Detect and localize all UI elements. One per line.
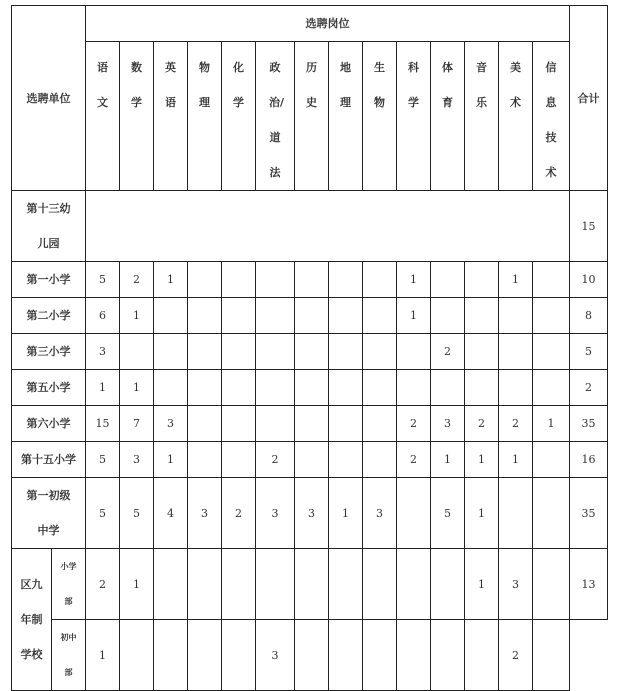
cell-value: 6 [86, 298, 120, 334]
cell-value: 5 [431, 478, 465, 549]
cell-value [431, 298, 465, 334]
total-header-label: 合计 [577, 91, 600, 105]
cell-value: 2 [499, 406, 533, 442]
subject-header-9 [397, 42, 431, 191]
cell-value [431, 262, 465, 298]
cell-value: 3 [499, 549, 533, 620]
cell-value [329, 298, 363, 334]
table-row [12, 620, 608, 691]
cell-value [222, 442, 256, 478]
cell-value: 5 [120, 478, 154, 549]
cell-value [431, 620, 465, 691]
cell-value [533, 549, 570, 620]
cell-value [533, 298, 570, 334]
table-row [12, 442, 608, 478]
cell-value: 3 [154, 406, 188, 442]
cell-value: 2 [120, 262, 154, 298]
school9-name: 区九年制学校 [12, 549, 52, 691]
cell-value: 2 [256, 442, 295, 478]
cell-value: 1 [86, 620, 120, 691]
subject-label: 地理 [340, 61, 351, 109]
subject-label: 政治/道法 [268, 61, 284, 179]
row-unit-name: 第十五小学 [12, 442, 86, 478]
cell-value: 3 [256, 620, 295, 691]
subject-header-8 [363, 42, 397, 191]
row-unit-name: 第一小学 [12, 262, 86, 298]
cell-value [222, 620, 256, 691]
row-total: 13 [570, 549, 608, 620]
subject-header-4 [222, 42, 256, 191]
cell-value: 3 [431, 406, 465, 442]
cell-value: 1 [465, 478, 499, 549]
row-unit-name: 第一初级中学 [12, 478, 86, 549]
row-unit-name: 第三小学 [12, 334, 86, 370]
cell-value [154, 370, 188, 406]
cell-value: 1 [465, 549, 499, 620]
cell-value: 1 [499, 442, 533, 478]
cell-value [465, 370, 499, 406]
cell-value [295, 298, 329, 334]
subject-header-12 [499, 42, 533, 191]
cell-value [188, 406, 222, 442]
cell-value [295, 620, 329, 691]
cell-value: 2 [222, 478, 256, 549]
unit-header-label: 选聘单位 [26, 91, 71, 105]
cell-value [533, 334, 570, 370]
cell-value [295, 549, 329, 620]
cell-value [329, 620, 363, 691]
cell-value [499, 334, 533, 370]
subject-label: 英语 [165, 61, 176, 109]
cell-value: 4 [154, 478, 188, 549]
cell-value: 3 [256, 478, 295, 549]
subject-header-6 [295, 42, 329, 191]
cell-value [256, 334, 295, 370]
row-unit-name: 第六小学 [12, 406, 86, 442]
table-row [12, 334, 608, 370]
cell-value: 2 [397, 406, 431, 442]
row-total: 35 [570, 406, 608, 442]
cell-value: 1 [154, 262, 188, 298]
cell-value [397, 549, 431, 620]
cell-value [188, 298, 222, 334]
post-header-label: 选聘岗位 [305, 17, 350, 30]
cell-value: 1 [533, 406, 570, 442]
cell-value [154, 620, 188, 691]
subject-label: 化学 [233, 61, 244, 109]
recruitment-table [11, 5, 608, 691]
cell-value [154, 298, 188, 334]
cell-value: 1 [86, 370, 120, 406]
cell-value [499, 370, 533, 406]
cell-value [533, 478, 570, 549]
table-row [12, 406, 608, 442]
cell-value [295, 442, 329, 478]
cell-value [329, 370, 363, 406]
subject-label: 生物 [374, 61, 385, 109]
cell-value [465, 298, 499, 334]
cell-value: 2 [86, 549, 120, 620]
subject-label: 语文 [97, 61, 108, 109]
cell-value [533, 370, 570, 406]
cell-value [329, 334, 363, 370]
row-total: 10 [570, 262, 608, 298]
cell-value: 1 [431, 442, 465, 478]
row-total: 5 [570, 334, 608, 370]
subject-header-13 [533, 42, 570, 191]
table-row [12, 478, 608, 549]
subject-header-row [12, 42, 608, 191]
row-empty-values [86, 191, 570, 262]
cell-value: 3 [295, 478, 329, 549]
cell-value [188, 370, 222, 406]
cell-value [256, 262, 295, 298]
subject-header-0 [86, 42, 120, 191]
table-row [12, 549, 608, 620]
cell-value [256, 370, 295, 406]
cell-value [295, 262, 329, 298]
cell-value [465, 262, 499, 298]
cell-value: 1 [120, 298, 154, 334]
cell-value [295, 406, 329, 442]
subject-label: 信息技术 [545, 61, 557, 179]
total-header [570, 6, 608, 191]
cell-value [329, 549, 363, 620]
cell-value: 2 [465, 406, 499, 442]
subject-label: 历史 [306, 61, 317, 109]
cell-value: 7 [120, 406, 154, 442]
cell-value [188, 442, 222, 478]
table-row [12, 262, 608, 298]
cell-value [188, 620, 222, 691]
cell-value [188, 262, 222, 298]
cell-value [363, 442, 397, 478]
cell-value [363, 334, 397, 370]
cell-value [499, 478, 533, 549]
subject-header-10 [431, 42, 465, 191]
cell-value [363, 406, 397, 442]
cell-value [465, 334, 499, 370]
cell-value [363, 620, 397, 691]
cell-value [533, 620, 570, 691]
cell-value [329, 262, 363, 298]
cell-value [222, 549, 256, 620]
cell-value [295, 334, 329, 370]
cell-value: 1 [397, 298, 431, 334]
school9-part-name: 初中部 [52, 620, 86, 691]
cell-value: 15 [86, 406, 120, 442]
cell-value: 1 [120, 549, 154, 620]
cell-value [397, 334, 431, 370]
cell-value [397, 620, 431, 691]
cell-value [329, 442, 363, 478]
cell-value [499, 298, 533, 334]
cell-value [120, 620, 154, 691]
cell-value [222, 370, 256, 406]
cell-value [295, 370, 329, 406]
cell-value [363, 262, 397, 298]
cell-value: 1 [120, 370, 154, 406]
subject-label: 物理 [199, 61, 210, 109]
cell-value [256, 298, 295, 334]
table-row [12, 370, 608, 406]
cell-value [431, 549, 465, 620]
cell-value [465, 620, 499, 691]
cell-value [222, 298, 256, 334]
cell-value: 3 [86, 334, 120, 370]
cell-value [154, 334, 188, 370]
row-unit-name: 第五小学 [12, 370, 86, 406]
cell-value [256, 406, 295, 442]
cell-value [188, 549, 222, 620]
subject-header-3 [188, 42, 222, 191]
cell-value [533, 262, 570, 298]
subject-label: 数学 [131, 61, 142, 109]
row-total: 15 [570, 191, 608, 262]
cell-value: 5 [86, 262, 120, 298]
subject-header-11 [465, 42, 499, 191]
cell-value: 1 [154, 442, 188, 478]
subject-header-2 [154, 42, 188, 191]
cell-value: 2 [431, 334, 465, 370]
cell-value: 3 [363, 478, 397, 549]
cell-value [222, 262, 256, 298]
cell-value: 1 [329, 478, 363, 549]
cell-value: 3 [120, 442, 154, 478]
cell-value [397, 370, 431, 406]
cell-value: 5 [86, 478, 120, 549]
cell-value: 2 [499, 620, 533, 691]
cell-value [222, 406, 256, 442]
row-total: 8 [570, 298, 608, 334]
cell-value [533, 442, 570, 478]
school9-part-name: 小学部 [52, 549, 86, 620]
subject-label: 体育 [442, 61, 453, 109]
cell-value [363, 370, 397, 406]
subject-header-7 [329, 42, 363, 191]
cell-value: 1 [499, 262, 533, 298]
cell-value: 2 [397, 442, 431, 478]
row-total: 2 [570, 370, 608, 406]
cell-value: 3 [188, 478, 222, 549]
cell-value: 1 [397, 262, 431, 298]
cell-value: 5 [86, 442, 120, 478]
subject-label: 科学 [408, 61, 419, 109]
subject-label: 音乐 [476, 61, 487, 109]
cell-value [120, 334, 154, 370]
table-row [12, 298, 608, 334]
cell-value [188, 334, 222, 370]
cell-value [363, 298, 397, 334]
subject-header-5 [256, 42, 295, 191]
cell-value: 1 [465, 442, 499, 478]
row-unit-name: 第二小学 [12, 298, 86, 334]
subject-label: 美术 [510, 61, 521, 109]
post-header [86, 6, 570, 42]
row-total: 35 [570, 478, 608, 549]
row-total: 16 [570, 442, 608, 478]
table-row [12, 191, 608, 262]
subject-header-1 [120, 42, 154, 191]
cell-value [329, 406, 363, 442]
cell-value [256, 549, 295, 620]
cell-value [431, 370, 465, 406]
cell-value [222, 334, 256, 370]
cell-value [154, 549, 188, 620]
cell-value [363, 549, 397, 620]
row-unit-name: 第十三幼儿园 [12, 191, 86, 262]
unit-header [12, 6, 86, 191]
cell-value [397, 478, 431, 549]
